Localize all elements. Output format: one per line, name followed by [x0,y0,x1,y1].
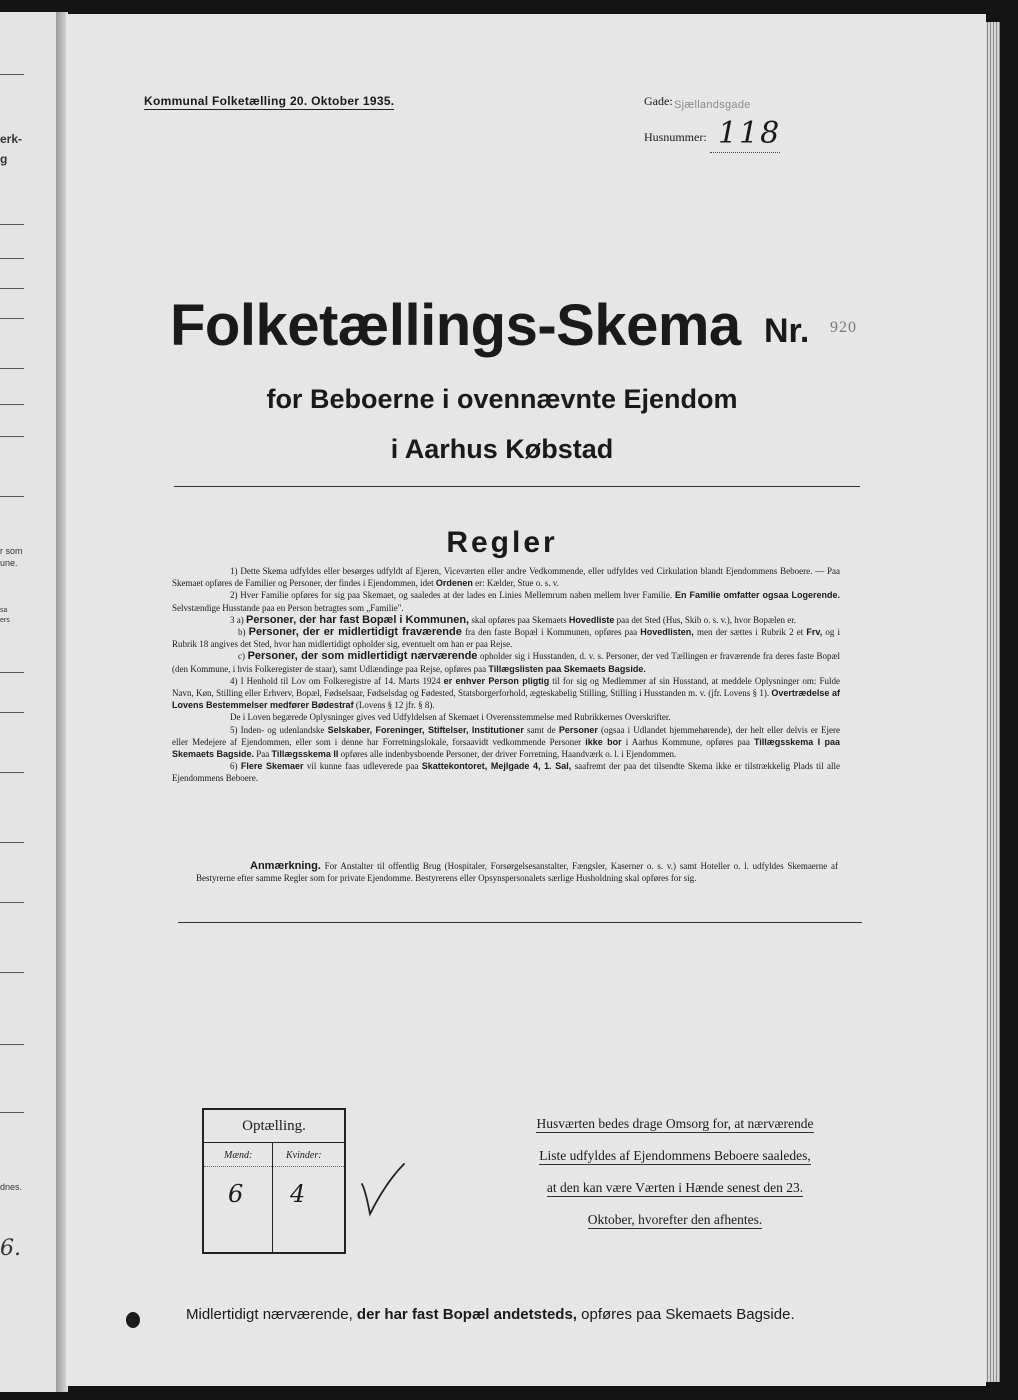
left-page-rule [0,902,24,903]
left-page-fragment: erk- [0,132,23,146]
rule-3b: b) Personer, der er midlertidigt fraværende fra den faste Bopæl i Kommunen, opføres paa Hovedlisten, men der sættes i Rubrik 2 et Frv, og i Rubrik 18 angives det Sted, hvor han midlertidigt opholder sig, eventuelt om han er paa Rejse. [172,626,841,650]
note-heading: Anmærkning. [250,860,321,872]
note-paragraph: Anmærkning. For Anstalter til offentlig Brug (Hospitaler, Forsørgelsesanstalter, Fængsler, Kaserner o. s. v.) samt Hoteller o. l. udfyldes Skemaerne af Bestyrerne efter samme Regler som for private Ejendomme. Bestyrerens eller Opsynspersonalets særlige Husholdning skal opføres for sig. [196,860,839,884]
left-page-rule [0,318,24,319]
left-page-rule [0,496,24,497]
notice-line: at den kan være Værten i Hænde senest den 23. [546,1180,804,1195]
rules-text [172,565,840,785]
form-title: Folketællings-Skema [170,293,741,358]
count-women-label: Kvinder: [286,1150,322,1161]
count-header-line [204,1166,344,1167]
rule-4: 4) I Henhold til Lov om Folkeregistre af 14. Marts 1924 er enhver Person pligtig til for sig og Medlemmer af sin Husstand, at meddele Oplysninger om: Fulde Navn, Køn, Stilling eller Erhverv, Bopæl, Fødselsaar, Fødselsdag og Fødested, Statsborgerforhold, ægteskabelig Stilling, Stilling i Husstanden m. v. (jfr. Lovens § 1). Overtrædelse af Lovens Bestemmelser medfører Bødestraf (Lovens § 12 jfr. § 8). [172,675,840,711]
notice-line: Husværten bedes drage Omsorg for, at nærværende [536,1116,814,1131]
gade-value: Sjællandsgade [674,99,751,111]
form-subtitle-1: for Beboerne i ovennævnte Ejendom [266,384,738,414]
form-subtitle-2: i Aarhus Købstad [390,434,614,464]
left-page-fragment: dnes. [0,1182,23,1192]
left-page-rule [0,436,24,437]
checkmark-icon [360,1162,410,1223]
left-facing-page [0,12,58,1392]
divider [174,486,860,487]
rule-5: 5) Inden- og udenlandske Selskaber, Foreninger, Stiftelser, Institutioner samt de Personer (ogsaa i Udlandet hjemmehørende), der helt eller delvis er Ejere eller Medejere af Ejendommen, eller som i denne har Forretningslokale, forsaavidt vedkommende Personer ikke bor i Aarhus Kommune, opføres paa Tillægsskema I paa Skemaets Bagside. Paa Tillægsskema II opføres alle indenbysboende Personer, der driver Forretning, Haandværk o. l. i Ejendommen. [172,724,841,760]
left-page-rule [0,672,24,673]
rules-heading: Regler [446,526,558,559]
left-page-rule [0,404,24,405]
left-page-rule [0,842,24,843]
husnummer-field-line [710,152,780,153]
rule-3c: c) Personer, der som midlertidigt nærværende opholder sig i Husstanden, d. v. s. Personer, der ved Tællingen er fraværende fra deres faste Bopæl (den Kommune, i hvis Folkeregister de staar), samt Udlændinge paa Rejse, opføres paa Tillægslisten paa Skemaets Bagside. [172,650,840,674]
notice-line: Oktober, hvorefter den afhentes. [587,1212,763,1227]
left-page-fragment: 6. [0,1236,21,1261]
left-page-rule [0,288,24,289]
form-number-value: 920 [830,319,857,336]
count-box [202,1108,346,1254]
left-page-rule [0,712,24,713]
husnummer-value: 118 [718,116,782,151]
left-page-rule [0,972,24,973]
census-form-page [66,14,986,1386]
gade-label: Gade: [644,94,673,108]
left-page-rule [0,368,24,369]
left-page-fragment: sa [0,607,8,614]
count-women-value: 4 [290,1180,306,1208]
rule-6: 6) Flere Skemaer vil kunne faas udleverede paa Skattekontoret, Mejlgade 4, 1. Sal, saafremt der paa det tilsendte Skema ikke er tilstrækkelig Plads til alle Ejendommens Beboere. [172,761,841,784]
count-men-label: Mænd: [224,1150,253,1161]
rule-2: 2) Hver Familie opføres for sig paa Skemaet, og saaledes at der lades en Linies Mellemrum naben mellem hver Familie. En Familie omfatter ogsaa Logerende. Selvstændige Husstande paa en Person betragtes som „Familie". [172,590,841,613]
count-men-value: 6 [228,1180,244,1208]
footer-note: Midlertidigt nærværende, der har fast Bopæl andetsteds, opføres paa Skemaets Bagside. [186,1306,795,1323]
census-header-line: Kommunal Folketælling 20. Oktober 1935. [144,94,395,108]
ink-blot-icon [126,1312,140,1328]
left-page-rule [0,1112,24,1113]
left-page-fragment: une. [0,558,18,568]
left-page-rule [0,224,24,225]
husnummer-label: Husnummer: [644,130,707,144]
left-page-fragment: ers [0,617,10,624]
left-page-fragment: g [0,152,8,166]
form-number-label: Nr. [764,312,810,350]
left-page-rule [0,1044,24,1045]
rule-4-extra: De i Loven begærede Oplysninger gives ved Udfyldelsen af Skemaet i Overensstemmelse med Rubrikkernes Overskrifter. [230,712,671,723]
landlord-notice [500,1108,850,1236]
notice-line: Liste udfyldes af Ejendommens Beboere saaledes, [539,1148,811,1163]
divider [178,922,862,923]
rule-3a: 3 a) Personer, der har fast Bopæl i Kommunen, skal opføres paa Skemaets Hovedliste paa det Sted (Hus, Skib o. s. v.), hvor Bopælen er. [230,613,797,626]
count-divider [272,1142,273,1252]
rule-1: 1) Dette Skema udfyldes eller besørges udfyldt af Ejeren, Viceværten eller andre Vedkommende, eller udfyldes ved Cirkulation blandt Ejendommens Beboere. — Paa Skemaet opføres de Familier og Personer, der findes i Ejendommen, idet Ordenen er: Kælder, Stue o. s. v. [172,566,840,589]
left-page-rule [0,772,24,773]
count-title: Optælling. [242,1118,306,1134]
left-page-rule [0,258,24,259]
left-page-rule [0,74,24,75]
left-page-fragment: r som [0,546,23,556]
